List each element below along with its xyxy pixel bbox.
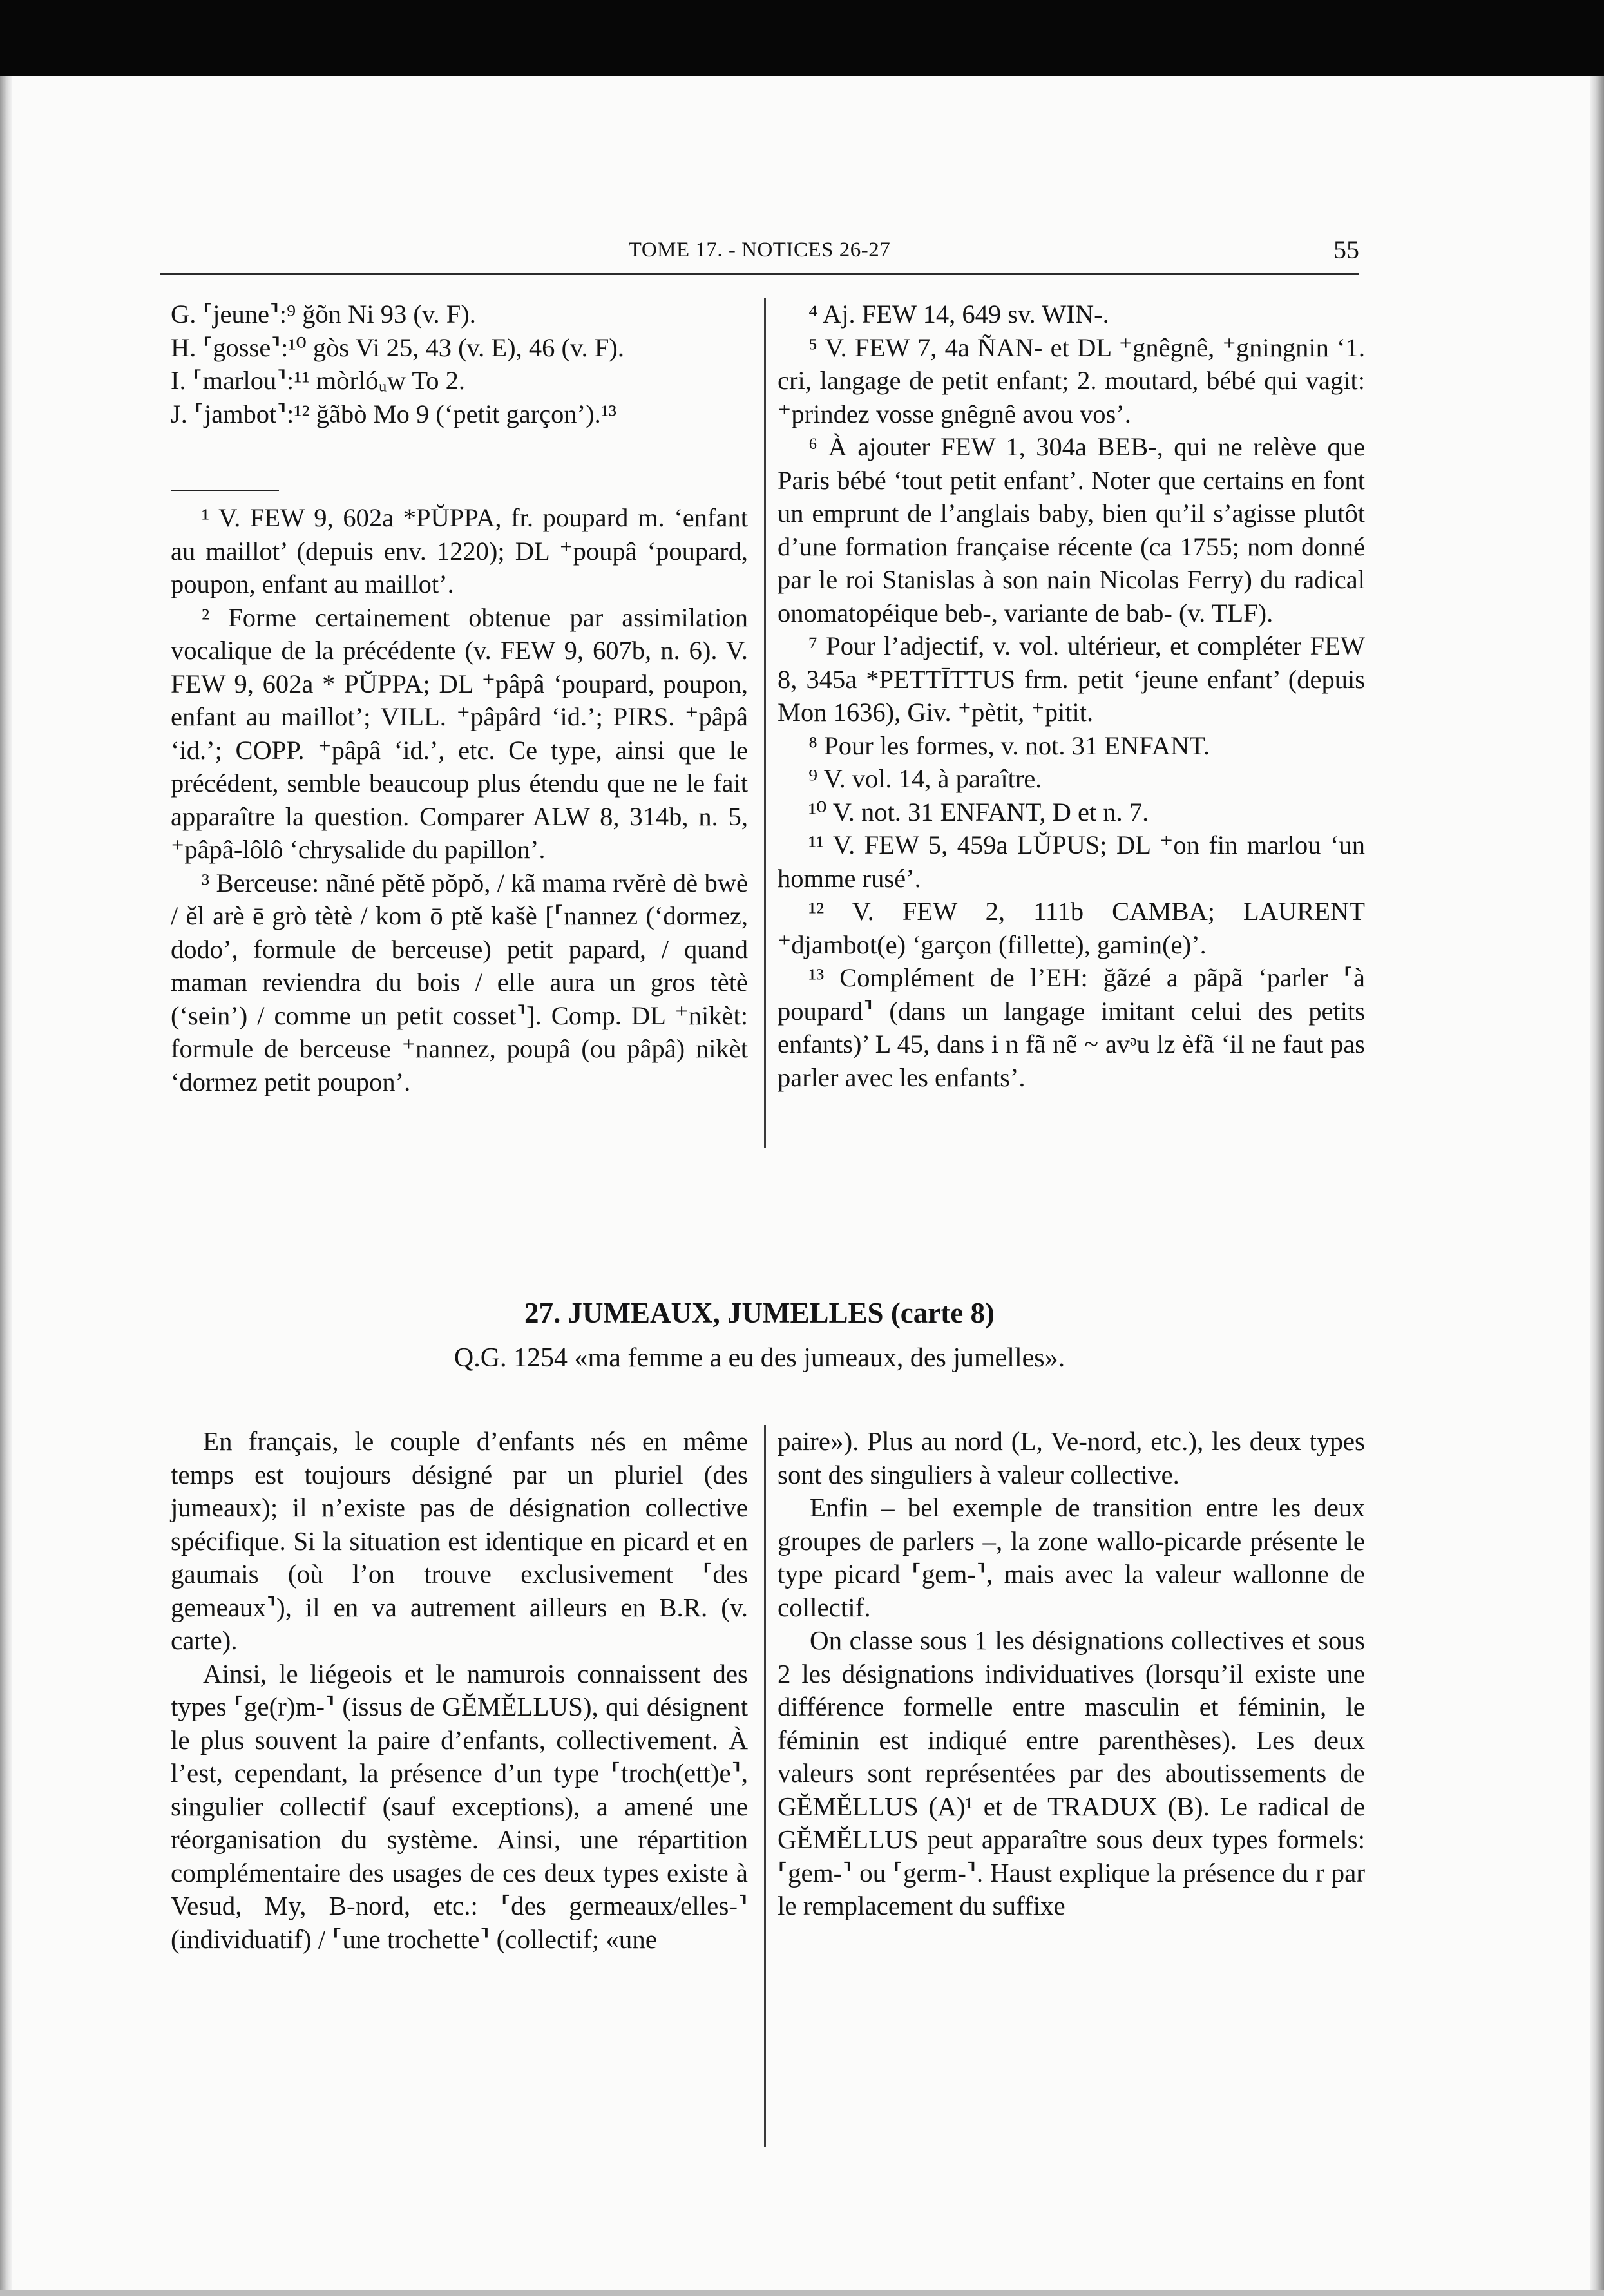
body-right-column (778, 1425, 1365, 1923)
form-item: I. ⸢marlou⸣:¹¹ mòrlóᵤw To 2. (171, 366, 466, 395)
footnote: ³ Berceuse: nãné pětě pǒpǒ, / kã mama rvěrè dè bwè / ěl arè ē grò tètè / kom ō ptě kašè [⸢nannez (‘dormez, dodo’, formule de berceuse) petit papard, / quand maman reviendra du bois / elle aura un gros tètè (‘sein’) / comme un petit cosset⸣]. Comp. DL ⁺nikèt: formule de berceuse ⁺nannez, poupâ (ou pâpâ) nikèt ‘dormez petit poupon’. (171, 868, 748, 1096)
page-number: 55 (1333, 235, 1359, 264)
footnote: ¹² V. FEW 2, 111b CAMBA; LAURENT ⁺djambot(e) ‘garçon (fillette), gamin(e)’. (778, 897, 1365, 959)
footnote: ⁷ Pour l’adjectif, v. vol. ultérieur, et compléter FEW 8, 345a *PETTĪTTUS frm. petit ‘jeune enfant’ (depuis Mon 1636), Giv. ⁺pètit, ⁺pitit. (778, 631, 1365, 727)
footnotes-right (778, 298, 1365, 1094)
scan-border-right (1590, 76, 1604, 2296)
scan-border-left (0, 76, 12, 2296)
running-head (160, 234, 1359, 273)
scan-border-top (0, 0, 1604, 76)
body-paragraph: Enfin – bel exemple de transition entre les deux groupes de parlers –, la zone wallo-picarde présente le type picard ⸢gem-⸣, mais avec la valeur wallonne de collectif. (778, 1493, 1365, 1622)
body-paragraph: En français, le couple d’enfants nés en même temps est toujours désigné par un pluriel (des jumeaux); il n’existe pas de désignation collective spécifique. Si la situation est identique en picard et en gaumais (où l’on trouve exclusivement ⸢des gemeaux⸣), il en va autrement ailleurs en B.R. (v. carte). (171, 1426, 748, 1655)
column-rule-upper (764, 298, 766, 1148)
footnote: ⁹ V. vol. 14, à paraître. (808, 764, 1042, 793)
body-left-column (171, 1425, 748, 1956)
forms-list (171, 298, 748, 430)
column-rule-lower (764, 1425, 766, 2147)
running-title: TOME 17. - NOTICES 26-27 (628, 238, 891, 262)
footnote: ¹³ Complément de l’EH: ğãzé a pãpã ‘parler ⸢à poupard⸣ (dans un langage imitant celui des petits enfants)’ L 45, dans i n fã nẽ ~ avᵊu lz èfã ‘il ne faut pas parler avec les enfants’. (778, 963, 1365, 1092)
section-title: 27. JUMEAUX, JUMELLES (carte 8) (524, 1297, 995, 1329)
footnote-rule (171, 490, 279, 491)
footnote: ⁵ V. FEW 7, 4a ÑAN- et DL ⁺gnêgnê, ⁺gningnin ‘1. cri, langage de petit enfant; 2. moutard, bébé qui vagit: ⁺prindez vosse gnêgnê avou vos’. (778, 332, 1365, 428)
footnote: ² Forme certainement obtenue par assimilation vocalique de la précédente (v. FEW 9, 607b, n. 6). V. FEW 9, 602a * PŬPPA; DL ⁺pâpâ ‘poupard, poupon, enfant au maillot’; VILL. ⁺pâpârd ‘id.’; PIRS. ⁺pâpâ ‘id.’; COPP. ⁺pâpâ ‘id.’, etc. Ce type, ainsi que le précédent, semble beaucoup plus étendu que ne le fait apparaître la question. Comparer ALW 8, 314b, n. 5, ⁺pâpâ-lôlô ‘chrysalide du papillon’. (171, 602, 748, 864)
body-paragraph: On classe sous 1 les désignations collectives et sous 2 les désignations individuatives (lorsqu’il existe une différence formelle entre masculin et féminin, le féminin est indiqué entre parenthèses). Les deux valeurs sont représentées par des aboutissements de GĔMĔLLUS (A)¹ et de TRADUX (B). Le radical de GĔMĔLLUS peut apparaître sous deux types formels: ⸢gem-⸣ ou ⸢germ-⸣. Haust explique la présence du r par le remplacement du suffixe (778, 1625, 1365, 1920)
form-item: G. ⸢jeune⸣:⁹ ğõn Ni 93 (v. F). (171, 300, 476, 329)
footnote: ⁴ Aj. FEW 14, 649 sv. WIN-. (808, 300, 1109, 329)
body-paragraph: Ainsi, le liégeois et le namurois connaissent des types ⸢ge(r)m-⸣ (issus de GĔMĔLLUS), qui désignent le plus souvent la paire d’enfants, collectivement. À l’est, cependant, la présence d’un type ⸢troch(ett)e⸣, singulier collectif (sauf exceptions), a amené une réorganisation du système. Ainsi, une répartition complémentaire des usages de ces deux types existe à Vesud, My, B-nord, etc.: ⸢des germeaux/elles-⸣ (individuatif) / ⸢une trochette⸣ (collectif; «une (171, 1658, 748, 1954)
header-rule (160, 273, 1359, 275)
footnote: ¹ V. FEW 9, 602a *PŬPPA, fr. poupard m. ‘enfant au maillot’ (depuis env. 1220); DL ⁺poupâ ‘poupard, poupon, enfant au maillot’. (171, 503, 748, 598)
footnotes-left (171, 501, 748, 1098)
footnote: ⁶ À ajouter FEW 1, 304a BEB-, qui ne relève que Paris bébé ‘tout petit enfant’. Noter que certains en font un emprunt de l’anglais baby, bien qu’il s’agisse plutôt d’une formation française récente (ca 1755; nom donné par le roi Stanislas à son nain Nicolas Ferry) du radical onomatopéique beb-, variante de bab- (v. TLF). (778, 432, 1365, 627)
footnote: ¹¹ V. FEW 5, 459a LŬPUS; DL ⁺on fin marlou ‘un homme rusé’. (778, 830, 1365, 893)
scan-border-bottom (0, 2290, 1604, 2296)
form-item: H. ⸢gosse⸣:¹⁰ gòs Vi 25, 43 (v. E), 46 (v. F). (171, 332, 625, 362)
form-item: J. ⸢jambot⸣:¹² ğãbò Mo 9 (‘petit garçon’).¹³ (171, 399, 617, 428)
body-paragraph: paire»). Plus au nord (L, Ve-nord, etc.), les deux types sont des singuliers à valeur collective. (778, 1426, 1365, 1489)
footnote: ¹⁰ V. not. 31 ENFANT, D et n. 7. (808, 797, 1149, 827)
section-subtitle: Q.G. 1254 «ma femme a eu des jumeaux, des jumelles». (454, 1343, 1065, 1373)
footnote: ⁸ Pour les formes, v. not. 31 ENFANT. (808, 731, 1210, 760)
